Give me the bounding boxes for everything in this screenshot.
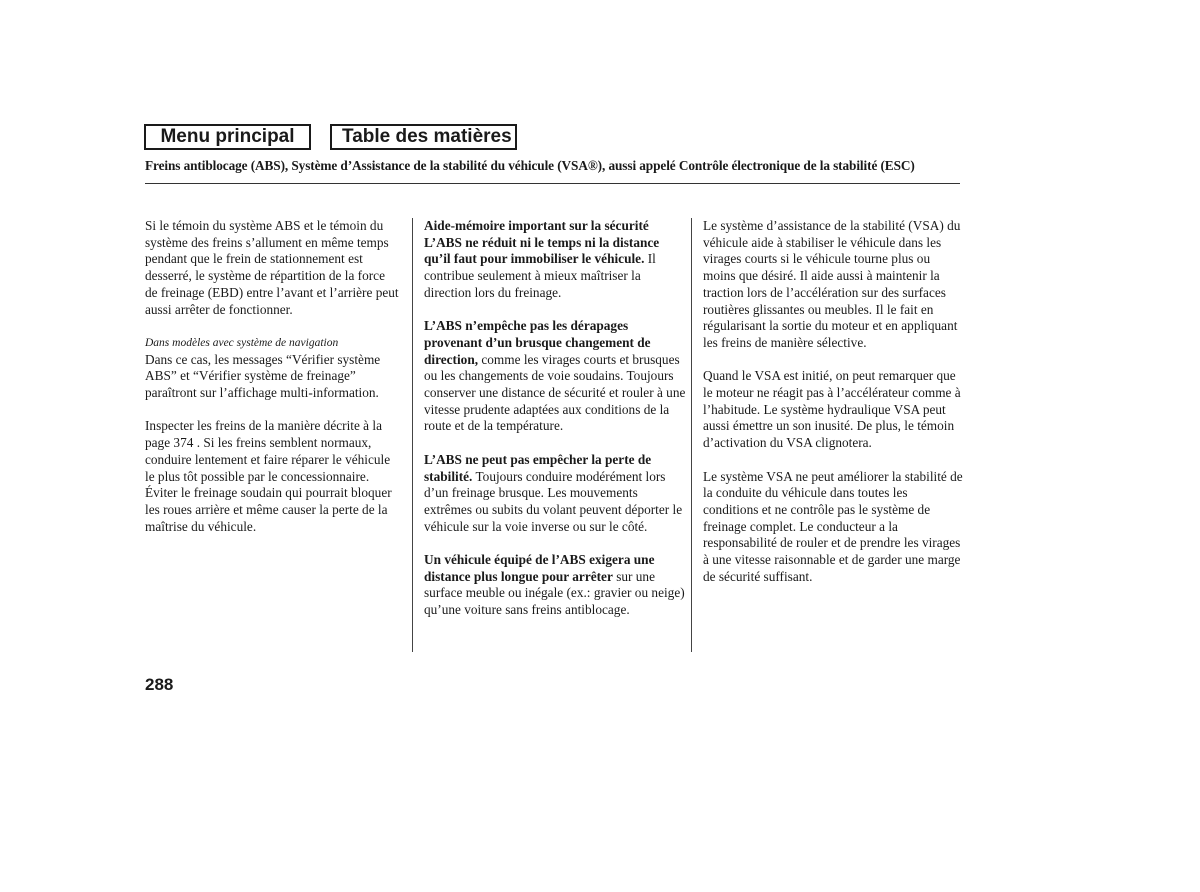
header-divider <box>145 183 960 184</box>
main-menu-button[interactable]: Menu principal <box>144 124 311 150</box>
page-title: Freins antiblocage (ABS), Système d’Assistance de la stabilité du véhicule (VSA®), aussi appelé Contrôle électronique de la stabilité (ESC) <box>145 158 915 173</box>
table-of-contents-button[interactable]: Table des matières <box>330 124 517 150</box>
column-divider <box>412 218 413 652</box>
column-right <box>703 218 965 602</box>
column-left <box>145 218 400 552</box>
abs-stability-bold: L’ABS ne peut pas empêcher la perte de stabilité. <box>424 451 652 484</box>
paragraph-abs-distance <box>424 235 686 302</box>
paragraph-abs-longer-distance <box>424 552 686 619</box>
column-divider <box>691 218 692 652</box>
abs-distance-text: Il contribue seulement à mieux maîtriser la direction lors du freinage. <box>424 251 656 300</box>
paragraph-vsa-limits: Le système VSA ne peut améliorer la stabilité de la conduite du véhicule dans toutes les conditions et ne contrôle pas le système de freinage complet. Le conducteur a la responsabilité de rouler et de prendre les virages à une vitesse raisonnable et de garder une marge de sécurité suffisant. <box>703 468 963 584</box>
paragraph-inspect-brakes: Inspecter les freins de la manière décrite à la page 374 . Si les freins semblent normaux, conduire lentement et faire réparer le véhicule le plus tôt possible par le concessionnaire. Éviter le freinage soudain qui pourrait bloquer les roues arrière et même causer la perte de la maîtrise du véhicule. <box>145 418 392 534</box>
paragraph-abs-warning: Si le témoin du système ABS et le témoin du système des freins s’allument en même temps pendant que le frein de stationnement est desserré, le système de répartition de la force de freinage (EBD) entre l’avant et l’arrière peut aussi arrêter de fonctionner. <box>145 218 399 317</box>
abs-stability-text: Toujours conduire modérément lors d’un freinage brusque. Les mouvements extrêmes ou subits du volant peuvent déporter le véhicule sur la voie inverse ou sur le côté. <box>424 468 683 534</box>
page-number: 288 <box>145 675 174 694</box>
column-middle <box>424 218 686 636</box>
abs-skids-bold: L’ABS n’empêche pas les dérapages provenant d’un brusque changement de direction, <box>424 318 651 367</box>
paragraph-messages: Dans ce cas, les messages “Vérifier système ABS” et “Vérifier système de freinage” paraîtront sur l’affichage multi-information. <box>145 351 381 401</box>
abs-longer-distance-bold: Un véhicule équipé de l’ABS exigera une distance plus longue pour arrêter <box>424 552 655 584</box>
abs-longer-distance-text: sur une surface meuble ou inégale (ex.: gravier ou neige) qu’une voiture sans freins antiblocage. <box>424 568 685 618</box>
safety-heading: Aide-mémoire important sur la sécurité <box>424 218 649 233</box>
abs-distance-bold: L’ABS ne réduit ni le temps ni la distance qu’il faut pour immobiliser le véhicule. <box>424 234 660 267</box>
abs-skids-text: comme les virages courts et brusques ou les changements de voie soudains. Toujours conserver une distance de sécurité et rouler à une vitesse prudente adaptées aux conditions de la route et de la température. <box>424 351 686 434</box>
paragraph-abs-stability <box>424 452 686 536</box>
paragraph-vsa-activation: Quand le VSA est initié, on peut remarquer que le moteur ne réagit pas à l’accélérateur comme à l’habitude. Le système hydraulique VSA peut aussi émettre un son inusité. De plus, le témoin d’activation du VSA clignotera. <box>703 368 961 451</box>
navigation-models-note: Dans modèles avec système de navigation <box>145 336 339 349</box>
paragraph-abs-skids <box>424 318 686 435</box>
paragraph-vsa-intro: Le système d’assistance de la stabilité (VSA) du véhicule aide à stabiliser le véhicule dans les virages courts si le véhicule tourne plus ou moins que désiré. Il aide aussi à maintenir la traction lors de l’accélération sur des surfaces routières glissantes ou meubles. Il le fait en régularisant la sortie du moteur et en appliquant les freins de manière sélective. <box>703 218 961 350</box>
